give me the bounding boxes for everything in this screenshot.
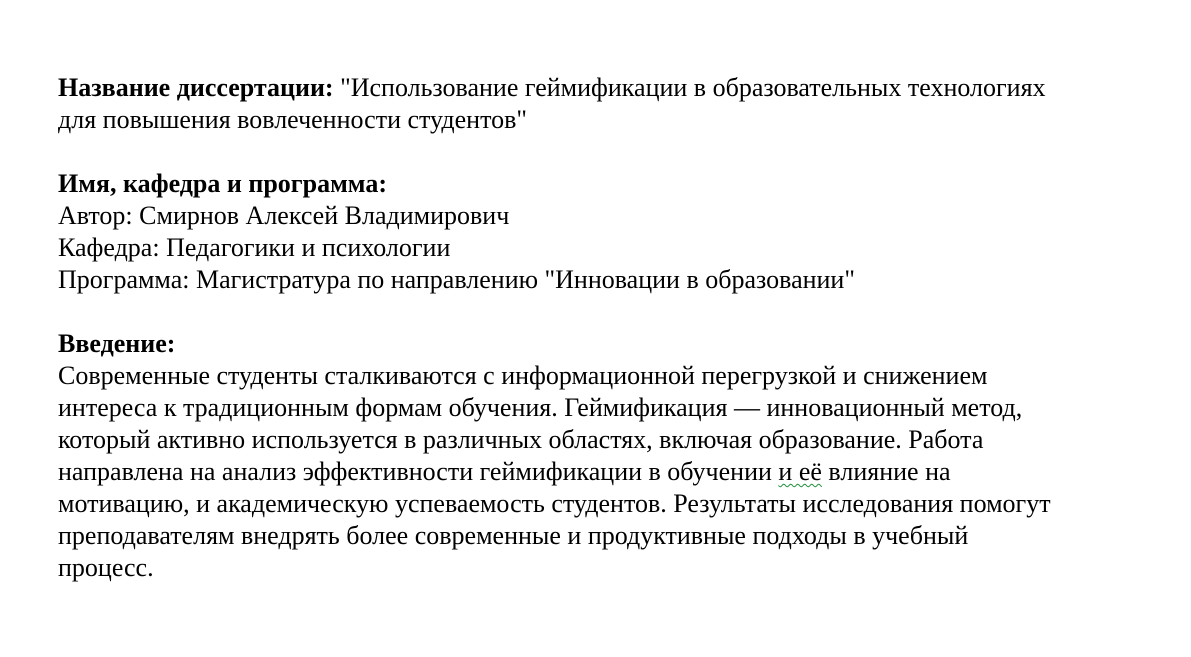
introduction-line-4-end: влияние на — [821, 457, 951, 486]
dissertation-title-block — [58, 72, 1168, 136]
introduction-line-5: мотивацию, и академическую успеваемость студентов. Результаты исследования помогут — [58, 489, 1051, 518]
dissertation-title-label: Название диссертации: — [58, 73, 334, 102]
author-info-block — [58, 168, 1168, 296]
introduction-heading: Введение: — [58, 329, 176, 358]
department-line: Кафедра: Педагогики и психологии — [58, 233, 451, 262]
introduction-line-4-start: направлена на анализ эффективности геймификации в обучении — [58, 457, 779, 486]
introduction-line-7: процесс. — [58, 553, 154, 582]
grammar-flagged-text[interactable]: и её — [778, 457, 822, 486]
dissertation-title-text-2: для повышения вовлеченности студентов" — [58, 105, 527, 134]
author-info-heading: Имя, кафедра и программа: — [58, 169, 387, 198]
document-body — [58, 72, 1168, 616]
author-line: Автор: Смирнов Алексей Владимирович — [58, 201, 510, 230]
dissertation-title-line-1 — [58, 72, 1168, 104]
introduction-line-4 — [58, 456, 1168, 488]
introduction-line-3: который активно используется в различных областях, включая образование. Работа — [58, 425, 984, 454]
introduction-line-1: Современные студенты сталкиваются с информационной перегрузкой и снижением — [58, 361, 988, 390]
introduction-line-2: интереса к традиционным формам обучения. Геймификация — инновационный метод, — [58, 393, 1023, 422]
dissertation-title-text-1: "Использование геймификации в образовательных технологиях — [333, 73, 1046, 102]
program-line: Программа: Магистратура по направлению "Инновации в образовании" — [58, 265, 855, 294]
introduction-line-6: преподавателям внедрять более современные и продуктивные подходы в учебный — [58, 521, 969, 550]
introduction-block — [58, 328, 1168, 584]
